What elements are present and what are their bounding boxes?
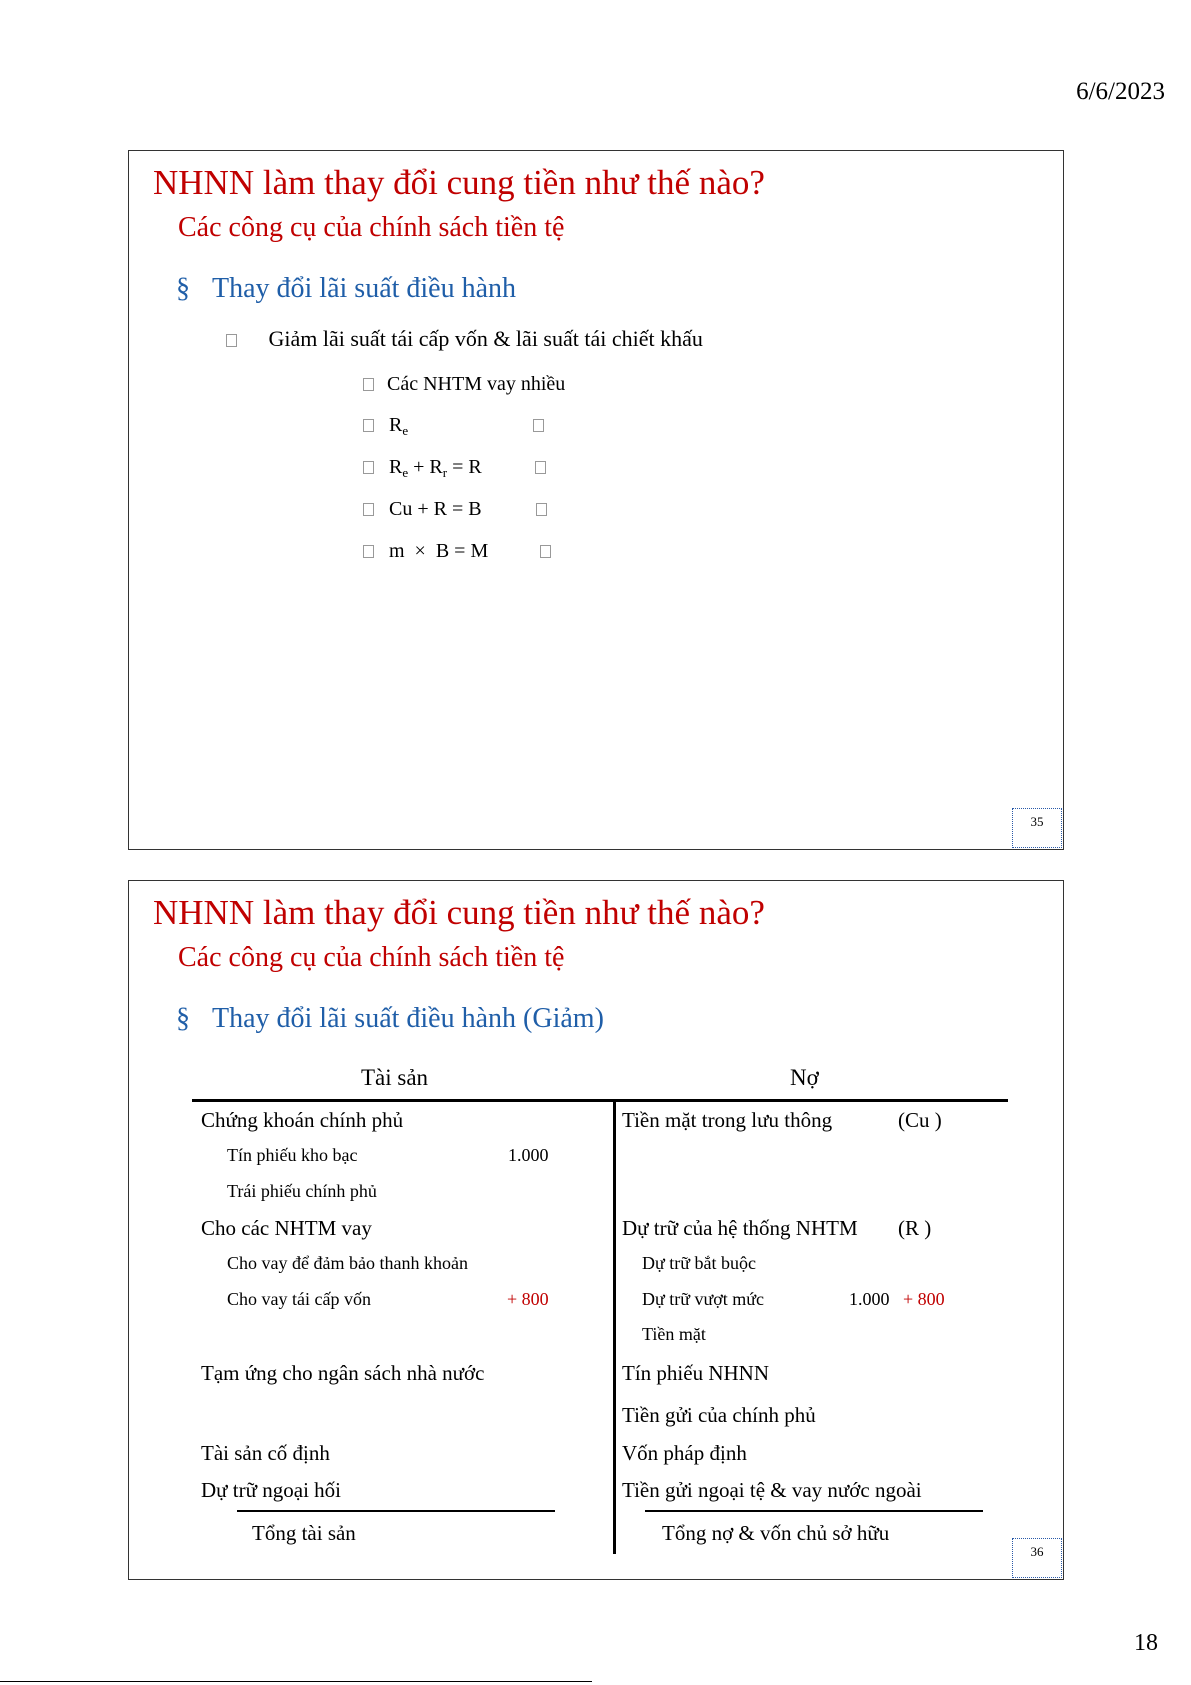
asset-subrow: Cho vay tái cấp vốn [227,1289,371,1309]
step-text: Cu + R = B [389,498,482,520]
liability-value: 1.000 [849,1289,890,1309]
asset-change: + 800 [507,1289,549,1309]
missing-glyph-icon [536,503,547,516]
asset-subrow: Cho vay để đảm bảo thanh khoản [227,1253,468,1273]
re-symbol: R [389,414,403,436]
assets-total: Tổng tài sản [252,1521,356,1545]
bullet-item [176,273,516,305]
step-4 [363,498,482,521]
missing-glyph-icon [226,334,237,347]
missing-glyph-icon [363,545,374,558]
page-date: 6/6/2023 [1076,78,1165,105]
page-number: 18 [1134,1630,1158,1656]
slide-36 [128,880,1064,1580]
liability-row: Dự trữ của hệ thống NHTM [622,1216,858,1240]
eq-term: = R [452,456,482,478]
table-center-rule [613,1099,616,1554]
slide-title: NHNN làm thay đổi cung tiền như thế nào? [153,163,765,202]
eq-term: R [389,456,403,478]
step-text: Các NHTM vay nhiều [387,373,566,395]
step-2-arrow [533,414,544,437]
missing-glyph-icon [540,545,551,558]
liability-row: Vốn pháp định [622,1441,747,1465]
bullet-symbol: § [176,1003,190,1034]
liability-row: Tiền mặt trong lưu thông [622,1108,833,1132]
step-3 [363,456,482,479]
bullet-text: Thay đổi lãi suất điều hành (Giảm) [212,1003,604,1034]
asset-row: Cho các NHTM vay [201,1216,372,1240]
eq-subscript: r [442,465,448,480]
bullet-symbol: § [176,273,190,304]
step-text [389,414,408,436]
asset-subrow: Tín phiếu kho bạc [227,1145,358,1165]
liabilities-total: Tổng nợ & vốn chủ sở hữu [662,1521,890,1545]
re-subscript: e [402,423,409,438]
missing-glyph-icon [363,503,374,516]
step-5-arrow [540,540,551,563]
asset-row: Tạm ứng cho ngân sách nhà nước [201,1361,485,1385]
liability-subrow: Dự trữ bắt buộc [642,1253,756,1273]
slide-title: NHNN làm thay đổi cung tiền như thế nào? [153,893,765,932]
liability-subrow: Tiền mặt [642,1324,706,1344]
step-text [389,456,482,478]
assets-total-rule [237,1510,555,1512]
asset-value: 1.000 [508,1145,549,1165]
step-4-arrow [536,498,547,521]
liabilities-header: Nợ [790,1065,819,1090]
asset-subrow: Trái phiếu chính phủ [227,1181,377,1201]
slide-number: 36 [1012,1538,1062,1578]
missing-glyph-icon [363,378,374,391]
missing-glyph-icon [533,419,544,432]
assets-header: Tài sản [361,1065,429,1090]
eq-subscript: e [402,465,409,480]
asset-row: Dự trữ ngoại hối [201,1478,341,1502]
asset-row: Tài sản cố định [201,1441,330,1465]
missing-glyph-icon [363,461,374,474]
liability-symbol: (Cu ) [898,1108,942,1132]
liabilities-total-rule [645,1510,983,1512]
step-5 [363,540,488,563]
missing-glyph-icon [535,461,546,474]
sub-bullet-text: Giảm lãi suất tái cấp vốn & lãi suất tái chiết khấu [268,326,703,351]
table-top-rule [192,1099,1008,1102]
missing-glyph-icon [363,419,374,432]
liability-row: Tiền gửi của chính phủ [622,1403,816,1427]
liability-row: Tín phiếu NHNN [622,1361,769,1385]
asset-row: Chứng khoán chính phủ [201,1108,404,1132]
slide-number: 35 [1012,808,1062,848]
sub-bullet-item [226,326,703,352]
slide-subtitle: Các công cụ của chính sách tiền tệ [178,212,565,243]
liability-change: + 800 [903,1289,945,1309]
bullet-text: Thay đổi lãi suất điều hành [212,273,517,304]
step-2 [363,414,408,437]
eq-term: + R [413,456,443,478]
step-text: m × B = M [389,540,489,562]
liability-row: Tiền gửi ngoại tệ & vay nước ngoài [622,1478,922,1502]
footer-rule [0,1681,592,1682]
bullet-item [176,1003,604,1035]
liability-subrow: Dự trữ vượt mức [642,1289,765,1309]
step-1 [363,373,565,396]
step-3-arrow [535,456,546,479]
slide-35 [128,150,1064,850]
liability-symbol: (R ) [898,1216,932,1240]
slide-subtitle: Các công cụ của chính sách tiền tệ [178,942,565,973]
